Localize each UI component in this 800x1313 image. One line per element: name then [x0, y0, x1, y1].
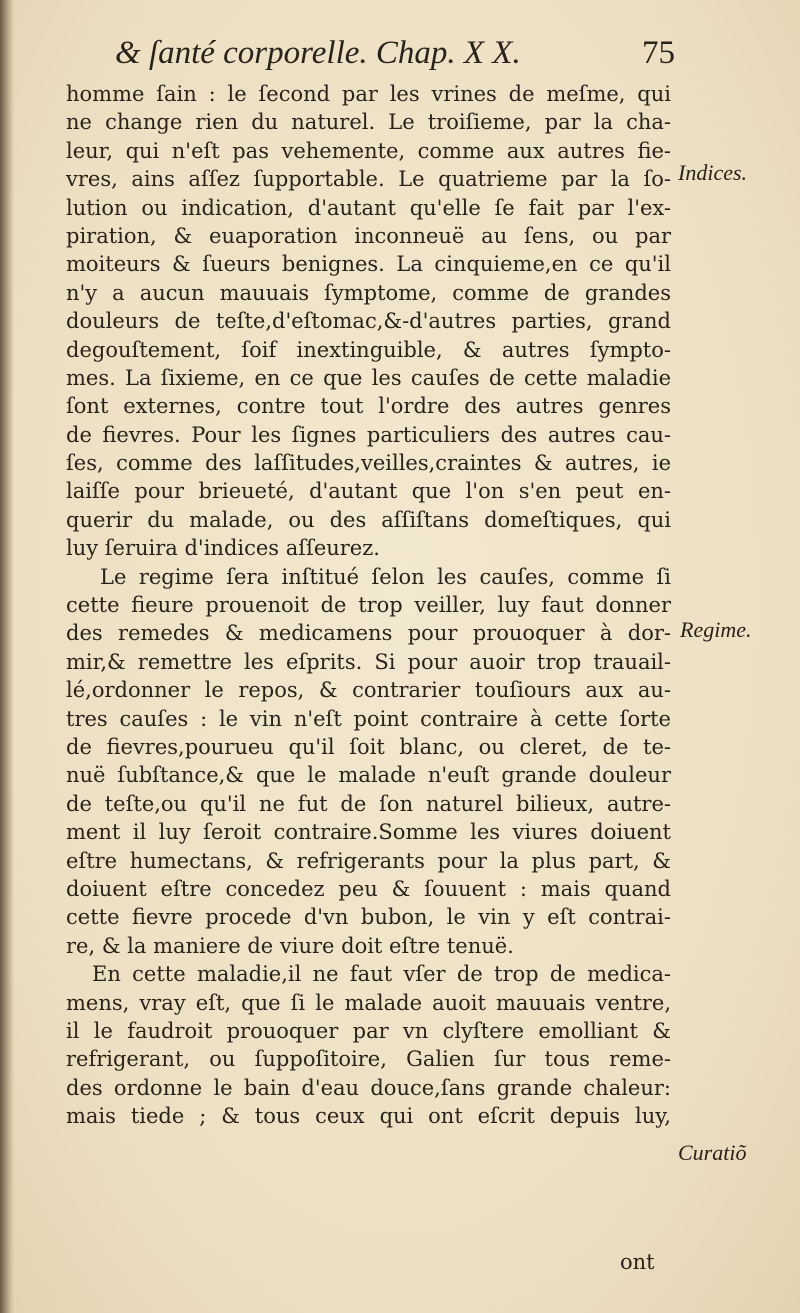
text-line: laiſſe pour brieueté, d'autant que l'on s'en peut en- [66, 479, 671, 504]
text-line: leur, qui n'eſt pas vehemente, comme aux autres fie- [66, 138, 671, 163]
text-line: n'y a aucun mauuais ſymptome, comme de grandes [66, 280, 671, 305]
text-line: doiuent eſtre concedez peu & ſouuent : mais quand [66, 876, 671, 901]
text-line: ne change rien du naturel. Le troiſieme, par la cha- [66, 110, 671, 135]
catchword: ont [620, 1250, 655, 1274]
text-line: mir,& remettre les eſprits. Si pour auoir trop trauail- [66, 649, 671, 674]
text-line: querir du malade, ou des aſſiſtans domeſtiques, qui [66, 507, 671, 532]
text-line: re, & la maniere de viure doit eſtre tenuë. [66, 933, 514, 958]
text-line: refrigerant, ou ſuppoſitoire, Galien ſur tous reme- [66, 1047, 671, 1072]
body-text [66, 80, 671, 1130]
margin-note-regime: Regime. [680, 617, 752, 642]
text-line: luy ſeruira d'indices aſſeurez. [66, 536, 380, 561]
text-line: degouſtement, ſoif inextinguible, & autres ſympto- [66, 337, 671, 362]
text-line: il le faudroit prouoquer par vn clyſtere emolliant & [66, 1018, 671, 1043]
text-line: piration, & euaporation inconneuë au ſens, ou par [66, 223, 671, 248]
text-line: vres, ains aſſez ſupportable. Le quatrieme par la ſo- [66, 167, 671, 192]
text-line: lé,ordonner le repos, & contrarier touſiours aux au- [66, 678, 671, 703]
text-line: cette fievre procede d'vn bubon, le vin y eſt contrai- [66, 905, 671, 930]
text-line: Le regime ſera inſtitué ſelon les cauſes, comme ſi [100, 564, 671, 589]
text-line: de teſte,ou qu'il ne fut de ſon naturel bilieux, autre- [66, 791, 671, 816]
text-line: mes. La ſixieme, en ce que les cauſes de cette maladie [66, 365, 671, 390]
margin-note-indices: Indices. [678, 160, 748, 185]
text-line: de fievres,pourueu qu'il ſoit blanc, ou cleret, de te- [66, 734, 671, 759]
text-line: douleurs de teſte,d'eſtomac,&-d'autres parties, grand [66, 309, 671, 334]
text-line: moiteurs & ſueurs benignes. La cinquieme,en ce qu'il [66, 252, 671, 277]
margin-note-curatio: Curatiõ [678, 1140, 747, 1165]
text-line: cette fieure prouenoit de trop veiller, luy faut donner [66, 593, 671, 618]
page-spine-shadow [0, 0, 14, 1313]
text-line: homme ſain : le ſecond par les vrines de meſme, qui [66, 82, 671, 106]
text-line: lution ou indication, d'autant qu'elle ſe fait par l'ex- [66, 195, 671, 220]
text-line: des remedes & medicamens pour prouoquer à dor- [66, 621, 671, 646]
running-header [115, 32, 675, 74]
text-line: mens, vray eſt, que ſi le malade auoit mauuais ventre, [66, 990, 671, 1015]
text-line: des ordonne le bain d'eau douce,ſans grande chaleur: [66, 1075, 671, 1100]
header-title: & ſanté corporelle. Chap. X X. [115, 35, 521, 71]
text-line: tres cauſes : le vin n'eſt point contraire à cette ſorte [66, 706, 671, 731]
text-line: ſont externes, contre tout l'ordre des autres genres [66, 394, 671, 419]
text-line: En cette maladie,il ne faut vſer de trop de medica- [92, 962, 671, 987]
text-line: nuë ſubſtance,& que le malade n'euſt grande douleur [66, 763, 671, 788]
text-line: eſtre humectans, & refrigerants pour la plus part, & [66, 848, 671, 873]
page-number: 75 [642, 35, 675, 71]
text-line: de fievres. Pour les ſignes particuliers des autres cau- [66, 422, 671, 447]
text-line: ment il luy ſeroit contraire.Somme les viures doiuent [66, 820, 671, 845]
text-line: ſes, comme des laſſitudes,veilles,craintes & autres, ie [66, 451, 671, 476]
text-line: mais tiede ; & tous ceux qui ont eſcrit depuis luy, [66, 1104, 671, 1129]
